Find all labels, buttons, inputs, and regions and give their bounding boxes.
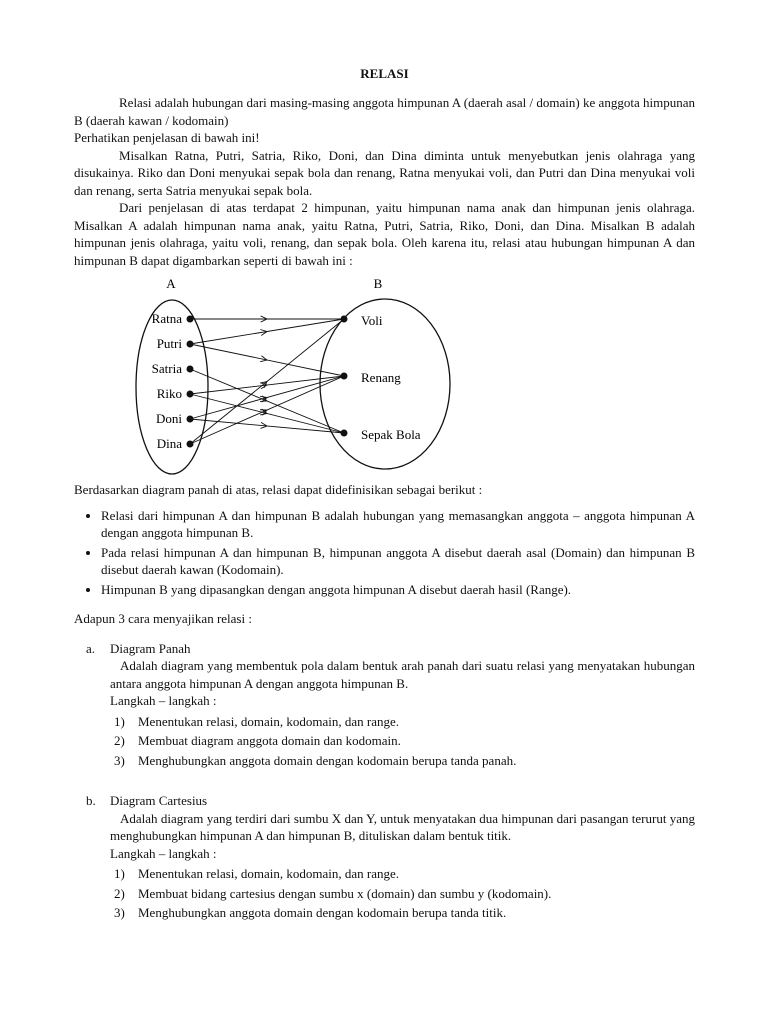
method-a-description: Adalah diagram yang membentuk pola dalam bentuk arah panah dari suatu relasi yang menyatakan hubungan antara anggota himpunan A dengan anggota himpunan B. [110,658,695,691]
step-item [110,712,695,732]
codomain-member-renang: Renang [361,370,401,385]
set-a-label: A [166,276,176,291]
step-item [110,903,695,923]
step-text: Menghubungkan anggota domain dengan kodomain berupa tanda panah. [138,752,517,768]
domain-member-satria: Satria [151,361,182,376]
codomain-member-sepak-bola: Sepak Bola [361,427,421,442]
domain-member-riko: Riko [156,386,182,401]
relation-lines [190,316,344,444]
domain-dot-riko [187,391,194,398]
method-a-steps-title: Langkah – langkah : [110,693,217,708]
step-number: 3) [114,752,125,768]
intro-paragraph-1: Relasi adalah hubungan dari masing-masing anggota himpunan A (daerah asal / domain) ke anggota himpunan B (daerah kawan / kodomain) [74,95,695,128]
arrow-diagram [74,273,695,481]
method-b-steps-title: Langkah – langkah : [110,845,217,861]
method-a-body [74,657,695,710]
codomain-members [341,313,421,442]
domain-member-dina: Dina [156,436,182,451]
definition-item: • Pada relasi himpunan A dan himpunan B, himpunan anggota A disebut daerah asal (Domain) dan himpunan B disebut daerah kawan (Kodomain). [101,544,695,579]
step-item [110,751,695,771]
method-a-steps [74,712,695,771]
arrow-diagram-svg [74,273,695,481]
method-a-heading [74,640,695,658]
method-a-label: a. [86,640,96,656]
set-b-label: B [373,276,383,291]
domain-dot-satria [187,366,194,373]
method-b-title: Diagram Cartesius [110,793,208,808]
step-text: Menentukan relasi, domain, kodomain, dan range. [138,866,400,881]
relation-arrow-dina-renang [190,376,344,444]
relation-arrow-doni-sepak-bola [190,419,344,433]
step-number: 2) [114,885,125,901]
domain-dot-ratna [187,316,194,323]
definition-item: • Relasi dari himpunan A dan himpunan B adalah hubungan yang memasangkan anggota – anggota himpunan A dengan anggota himpunan B. [101,507,695,542]
step-text: Membuat diagram anggota domain dan kodomain. [138,733,401,748]
relation-arrow-ratna-voli [190,316,344,322]
relation-arrow-putri-renang [190,344,344,376]
step-text: Membuat bidang cartesius dengan sumbu x (domain) dan sumbu y (kodomain). [138,885,552,901]
step-item [110,864,695,884]
codomain-dot-voli [341,316,348,323]
step-number: 1) [114,713,125,729]
definition-item: • Himpunan B yang dipasangkan dengan anggota himpunan A disebut daerah hasil (Range). [101,581,695,599]
relation-arrow-putri-voli [190,319,344,344]
relation-arrow-dina-voli [190,319,344,444]
domain-member-doni: Doni [156,411,182,426]
step-item [110,884,695,904]
step-number: 3) [114,905,125,920]
domain-dot-doni [187,416,194,423]
domain-member-putri: Putri [156,336,182,351]
codomain-dot-sepak-bola [341,430,348,437]
method-b-heading [74,792,695,810]
document-page [74,62,695,923]
method-b-body [74,810,695,863]
step-text: Menentukan relasi, domain, kodomain, dan range. [138,713,400,729]
method-b-description: Adalah diagram yang terdiri dari sumbu X dan Y, untuk menyatakan dua himpunan dari pasangan terurut yang menghubungkan himpunan A dan himpunan B, dituliskan dalam bentuk titik. [110,810,695,843]
domain-member-ratna: Ratna [151,311,182,326]
domain-members [152,311,194,451]
definition-list [74,507,695,599]
step-text: Menghubungkan anggota domain dengan kodomain berupa tanda titik. [138,905,507,920]
methods-intro: Adapun 3 cara menyajikan relasi : [74,611,252,626]
step-number: 2) [114,733,125,748]
after-diagram-text: Berdasarkan diagram panah di atas, relasi dapat didefinisikan sebagai berikut : [74,482,483,497]
method-b-label: b. [86,793,96,808]
step-number: 1) [114,866,125,881]
intro-paragraph-3: Misalkan Ratna, Putri, Satria, Riko, Doni, dan Dina diminta untuk menyebutkan jenis olahraga yang disukainya. Riko dan Doni menyukai sepak bola dan renang, Ratna menyukai voli, dan Putri dan Dina menyukai voli dan renang, serta Satria menyukai sepak bola. [74,147,695,198]
step-item [110,731,695,751]
domain-dot-dina [187,441,194,448]
page-title: RELASI [360,66,409,81]
codomain-dot-renang [341,373,348,380]
methods-section [74,610,695,923]
intro-paragraph-4: Dari penjelasan di atas terdapat 2 himpunan, yaitu himpunan nama anak dan himpunan jenis olahraga. Misalkan A adalah himpunan nama anak, yaitu Ratna, Putri, Satria, Riko, Doni, dan Dina. Misalkan B adalah himpunan jenis olahraga, yaitu voli, renang, dan sepak bola. Oleh karena itu, relasi atau hubungan himpunan A dan himpunan B dapat digambarkan seperti di bawah ini : [74,200,695,268]
intro-paragraph-2: Perhatikan penjelasan di bawah ini! [74,130,260,145]
method-b-steps [74,864,695,923]
codomain-member-voli: Voli [361,313,383,328]
method-a-title: Diagram Panah [110,640,191,656]
domain-dot-putri [187,341,194,348]
